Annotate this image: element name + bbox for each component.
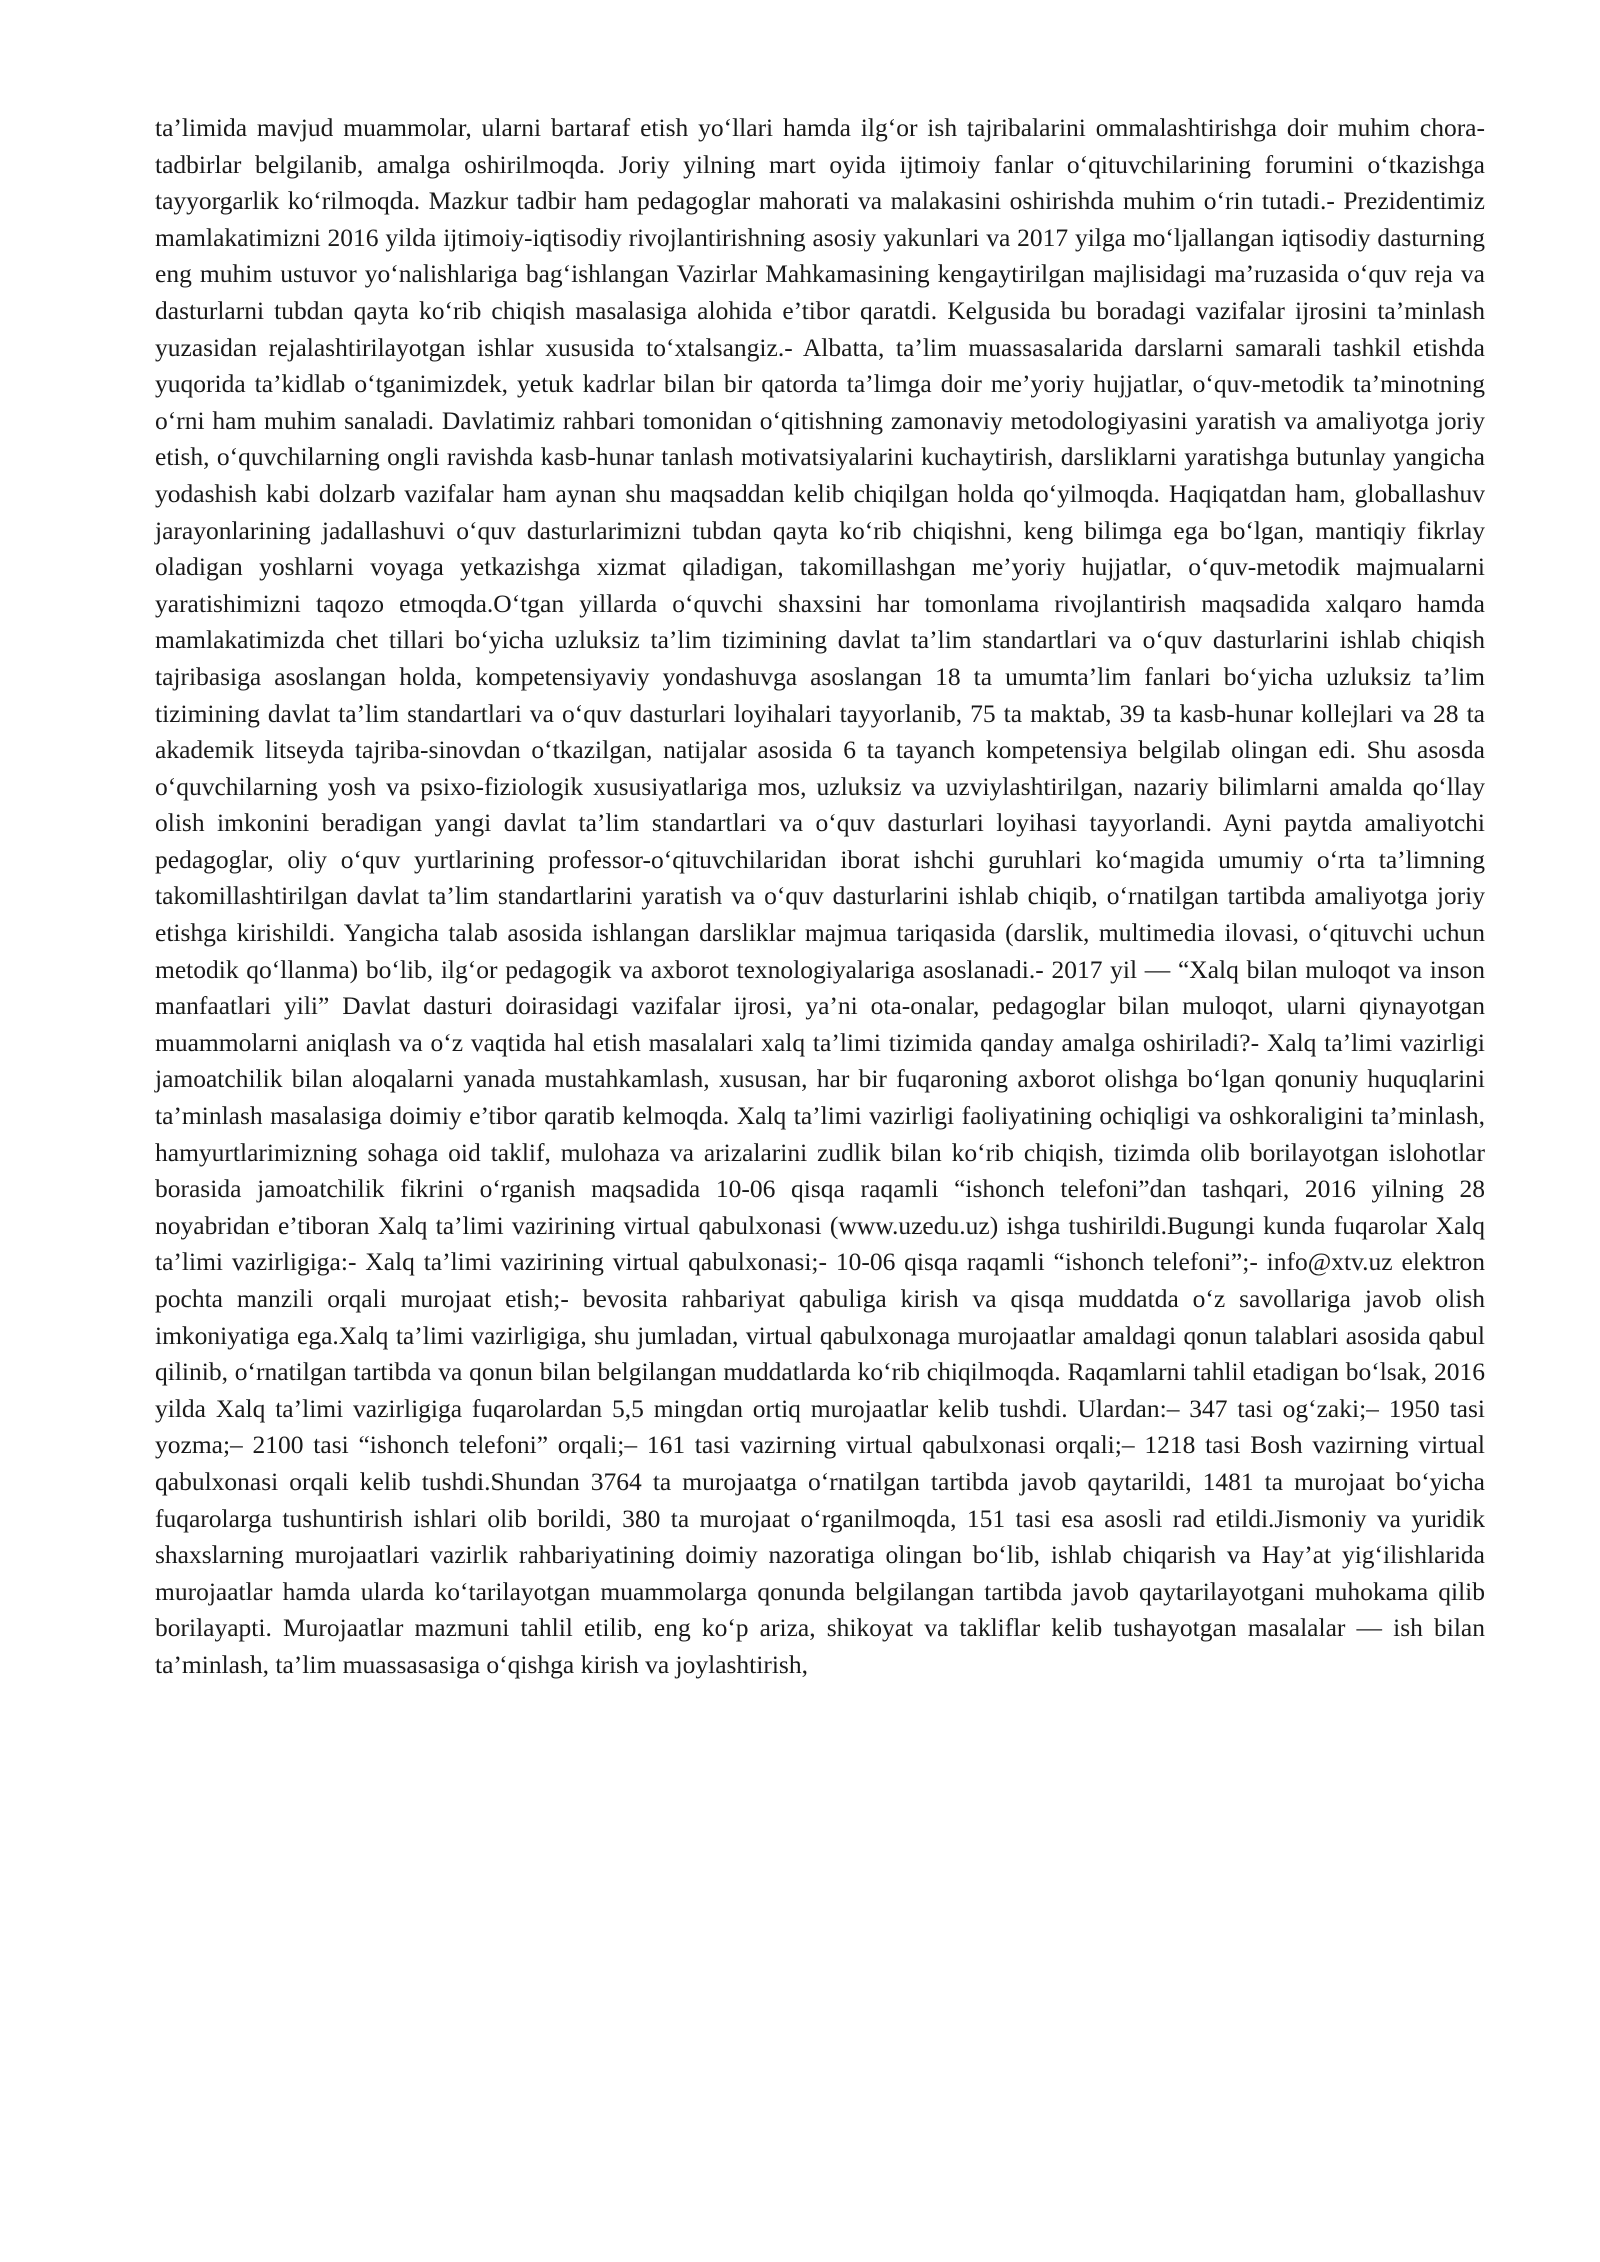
body-paragraph: ta’limida mavjud muammolar, ularni bartaraf etish yo‘llari hamda ilg‘or ish tajribalarini ommalashtirishga doir muhim chora-tadbirlar belgilanib, amalga oshirilmoqda. Joriy yilning mart oyida ijtimoiy fanlar o‘qituvchilarining forumini o‘tkazishga tayyorgarlik ko‘rilmoqda. Mazkur tadbir ham pedagoglar mahorati va malakasini oshirishda muhim o‘rin tutadi.- Prezidentimiz mamlakatimizni 2016 yilda ijtimoiy-iqtisodiy rivojlantirishning asosiy yakunlari va 2017 yilga mo‘ljallangan iqtisodiy dasturning eng muhim ustuvor yo‘nalishlariga bag‘ishlangan Vazirlar Mahkamasining kengaytirilgan majlisidagi ma’ruzasida o‘quv reja va dasturlarni tubdan qayta ko‘rib chiqish masalasiga alohida e’tibor qaratdi. Kelgusida bu boradagi vazifalar ijrosini ta’minlash yuzasidan rejalashtirilayotgan ishlar xususida to‘xtalsangiz.- Albatta, ta’lim muassasalarida darslarni samarali tashkil etishda yuqorida ta’kidlab o‘tganimizdek, yetuk kadrlar bilan bir qatorda ta’limga doir me’yoriy hujjatlar, o‘quv-metodik ta’minotning o‘rni ham muhim sanaladi. Davlatimiz rahbari tomonidan o‘qitishning zamonaviy metodologiyasini yaratish va amaliyotga joriy etish, o‘quvchilarning ongli ravishda kasb-hunar tanlash motivatsiyalarini kuchaytirish, darsliklarni yaratishga butunlay yangicha yodashish kabi dolzarb vazifalar ham aynan shu maqsaddan kelib chiqilgan holda qo‘yilmoqda. Haqiqatdan ham, globallashuv jarayonlarining jadallashuvi o‘quv dasturlarimizni tubdan qayta ko‘rib chiqishni, keng bilimga ega bo‘lgan, mantiqiy fikrlay oladigan yoshlarni voyaga yetkazishga xizmat qiladigan, takomillashgan me’yoriy hujjatlar, o‘quv-metodik majmualarni yaratishimizni taqozo etmoqda.O‘tgan yillarda o‘quvchi shaxsini har tomonlama rivojlantirish maqsadida xalqaro hamda mamlakatimizda chet tillari bo‘yicha uzluksiz ta’lim tizimining davlat ta’lim standartlari va o‘quv dasturlarini ishlab chiqish tajribasiga asoslangan holda, kompetensiyaviy yondashuvga asoslangan 18 ta umumta’lim fanlari bo‘yicha uzluksiz ta’lim tizimining davlat ta’lim standartlari va o‘quv dasturlari loyihalari tayyorlanib, 75 ta maktab, 39 ta kasb-hunar kollejlari va 28 ta akademik litseyda tajriba-sinovdan o‘tkazilgan, natijalar asosida 6 ta tayanch kompetensiya belgilab olingan edi. Shu asosda o‘quvchilarning yosh va psixo-fiziologik xususiyatlariga mos, uzluksiz va uzviylashtirilgan, nazariy bilimlarni amalda qo‘llay olish imkonini beradigan yangi davlat ta’lim standartlari va o‘quv dasturlari loyihasi tayyorlandi. Ayni paytda amaliyotchi pedagoglar, oliy o‘quv yurtlarining professor-o‘qituvchilaridan iborat ishchi guruhlari ko‘magida umumiy o‘rta ta’limning takomillashtirilgan davlat ta’lim standartlarini yaratish va o‘quv dasturlarini ishlab chiqib, o‘rnatilgan tartibda amaliyotga joriy etishga kirishildi. Yangicha talab asosida ishlangan darsliklar majmua tariqasida (darslik, multimedia ilovasi, o‘qituvchi uchun metodik qo‘llanma) bo‘lib, ilg‘or pedagogik va axborot texnologiyalariga asoslanadi.- 2017 yil — “Xalq bilan muloqot va inson manfaatlari yili” Davlat dasturi doirasidagi vazifalar ijrosi, ya’ni ota-onalar, pedagoglar bilan muloqot, ularni qiynayotgan muammolarni aniqlash va o‘z vaqtida hal etish masalalari xalq ta’limi tizimida qanday amalga oshiriladi?- Xalq ta’limi vazirligi jamoatchilik bilan aloqalarni yanada mustahkamlash, xususan, har bir fuqaroning axborot olishga bo‘lgan qonuniy huquqlarini ta’minlash masalasiga doimiy e’tibor qaratib kelmoqda. Xalq ta’limi vazirligi faoliyatining ochiqligi va oshkoraligini ta’minlash, hamyurtlarimizning sohaga oid taklif, mulohaza va arizalarini zudlik bilan ko‘rib chiqish, tizimda olib borilayotgan islohotlar borasida jamoatchilik fikrini o‘rganish maqsadida 10-06 qisqa raqamli “ishonch telefoni”dan tashqari, 2016 yilning 28 noyabridan e’tiboran Xalq ta’limi vazirining virtual qabulxonasi (www.uzedu.uz) ishga tushirildi.Bugungi kunda fuqarolar Xalq ta’limi vazirligiga:- Xalq ta’limi vazirining virtual qabulxonasi;- 10-06 qisqa raqamli “ishonch telefoni”;- info@xtv.uz elektron pochta manzili orqali murojaat etish;- bevosita rahbariyat qabuliga kirish va qisqa muddatda o‘z savollariga javob olish imkoniyatiga ega.Xalq ta’limi vazirligiga, shu jumladan, virtual qabulxonaga murojaatlar amaldagi qonun talablari asosida qabul qilinib, o‘rnatilgan tartibda va qonun bilan belgilangan muddatlarda ko‘rib chiqilmoqda. Raqamlarni tahlil etadigan bo‘lsak, 2016 yilda Xalq ta’limi vazirligiga fuqarolardan 5,5 mingdan ortiq murojaatlar kelib tushdi. Ulardan:– 347 tasi og‘zaki;– 1950 tasi yozma;– 2100 tasi “ishonch telefoni” orqali;– 161 tasi vazirning virtual qabulxonasi orqali;– 1218 tasi Bosh vazirning virtual qabulxonasi orqali kelib tushdi.Shundan 3764 ta murojaatga o‘rnatilgan tartibda javob qaytarildi, 1481 ta murojaat bo‘yicha fuqarolarga tushuntirish ishlari olib borildi, 380 ta murojaat o‘rganilmoqda, 151 tasi esa asosli rad etildi.Jismoniy va yuridik shaxslarning murojaatlari vazirlik rahbariyatining doimiy nazoratiga olingan bo‘lib, ishlab chiqarish va Hay’at yig‘ilishlarida murojaatlar hamda ularda ko‘tarilayotgan muammolarga qonunda belgilangan tartibda javob qaytarilayotgani muhokama qilib borilayapti. Murojaatlar mazmuni tahlil etilib, eng ko‘p ariza, shikoyat va takliflar kelib tushayotgan masalalar — ish bilan ta’minlash, ta’lim muassasasiga o‘qishga kirish va joylashtirish, (155, 113, 1485, 1679)
document-page (155, 110, 1485, 1684)
